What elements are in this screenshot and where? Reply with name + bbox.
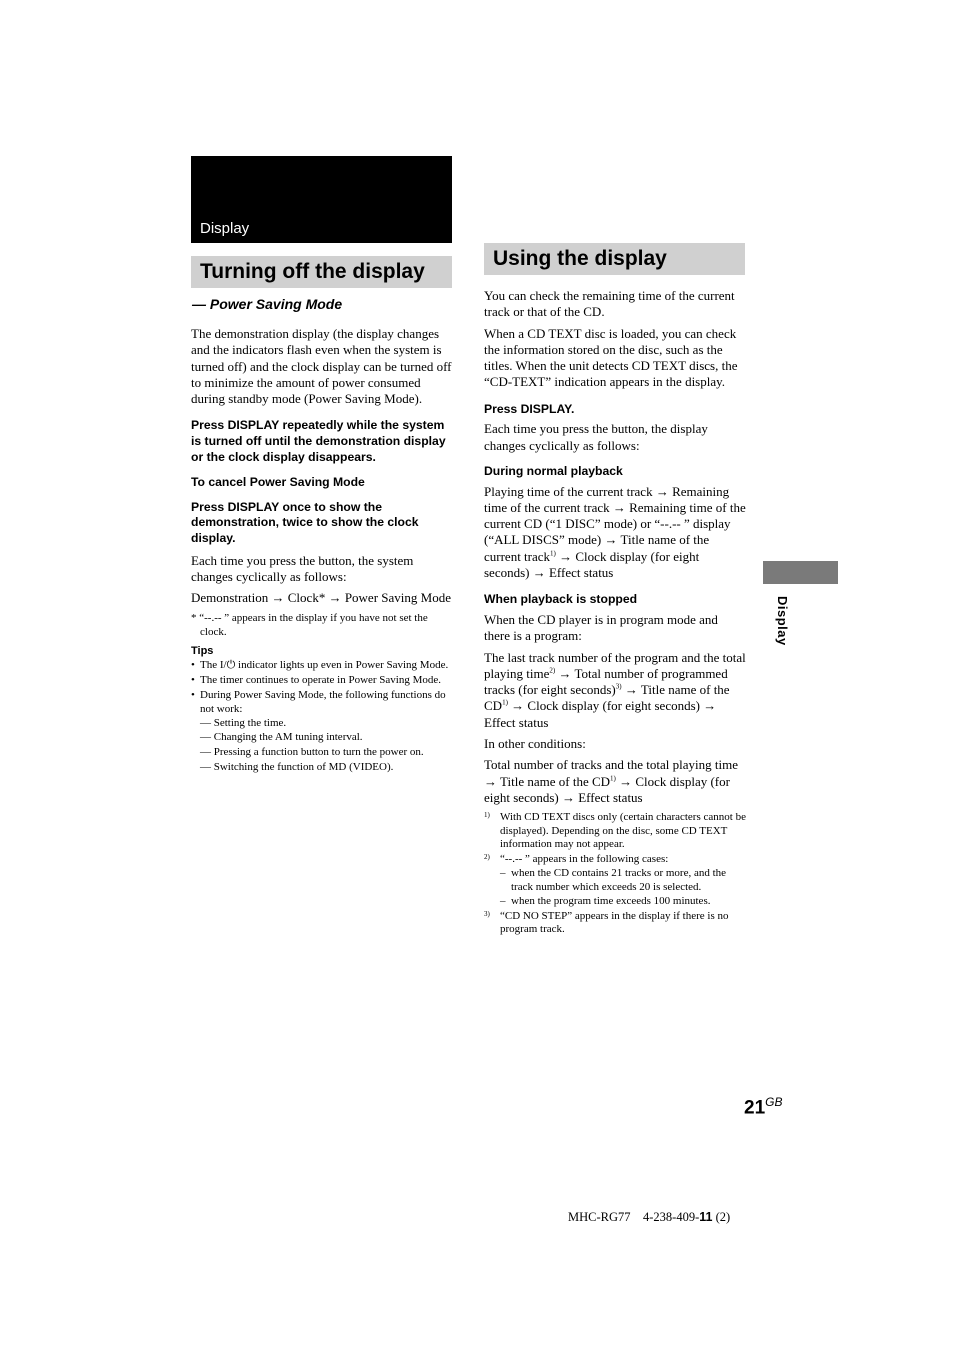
- tip-item: • The timer continues to operate in Power Saving Mode.: [191, 673, 453, 687]
- tip-subitem: — Pressing a function button to turn the power on.: [200, 746, 424, 759]
- normal-playback-sequence: Playing time of the current track → Remaining time of the current track → Remaining time of the current CD (“1 DISC” mode) or “--.-- ” display (“ALL DISCS” mode) → Title name of the current track$^{1)}$ → Clock display (for eight seconds) → Effect status: [484, 483, 746, 581]
- tip-item: • During Power Saving Mode, the following functions do not work:: [191, 688, 453, 716]
- tips-list: [191, 658, 453, 716]
- subtitle: — Power Saving Mode: [192, 296, 343, 312]
- right-column: [484, 288, 746, 937]
- footer-model-code: MHC-RG77 4-238-409-11 (2): [568, 1210, 731, 1224]
- footnote-2-case: – when the CD contains 21 tracks or more, and the track number which exceeds 20 is selected.: [500, 867, 727, 893]
- side-tab-marker: [763, 561, 838, 584]
- normal-playback-heading: During normal playback: [484, 463, 623, 478]
- tips-heading: Tips: [191, 644, 214, 657]
- cancel-instruction: Press DISPLAY once to show the demonstration, twice to show the clock display.: [191, 499, 419, 546]
- other-sequence: Total number of tracks and the total playing time → Title name of the $CD^{1)}$ → Clock display (for eight seconds) → Effect status: [484, 757, 738, 805]
- left-article-title: Turning off the display: [191, 256, 452, 288]
- side-tab-label: Display: [775, 596, 790, 646]
- tip-item: • The I/⏻ indicator lights up even in Power Saving Mode.: [191, 658, 453, 672]
- cycle-sequence: Demonstration → Clock* → Power Saving Mode: [191, 590, 451, 606]
- section-header-block: [191, 156, 452, 243]
- right-article-title: Using the display: [484, 243, 745, 275]
- instruction-text: Press DISPLAY repeatedly while the system is turned off until the demonstration display or the clock display disappears.: [191, 418, 446, 464]
- cycle-intro: Each time you press the button, the system changes cyclically as follows:: [191, 552, 414, 584]
- tip-subitem: — Setting the time.: [200, 716, 287, 729]
- cycle-intro: Each time you press the button, the display changes cyclically as follows:: [484, 421, 708, 453]
- stopped-intro: When the CD player is in program mode and there is a program:: [484, 611, 718, 644]
- footnote-3: 3) “CD NO STEP” appears in the display if there is no program track.: [484, 909, 729, 936]
- footnote-2-case: – when the program time exceeds 100 minutes.: [500, 895, 711, 908]
- clock-footnote: * “--.-- ” appears in the display if you have not set the clock.: [191, 611, 428, 638]
- instruction-text: Press DISPLAY.: [484, 401, 575, 416]
- tip-subitem: — Switching the function of MD (VIDEO).: [200, 760, 394, 773]
- tip-subitems: [191, 716, 453, 775]
- footnote-2: 2) “--.-- ” appears in the following cases:: [484, 852, 669, 865]
- stopped-sequence: The last track number of the program and the total playing time$^{2)}$ → Total number of programmed tracks (for eight seconds)$^{3)}$ → Title name of the $CD^{1)}$ → Clock display (for eight seconds) → Effect status: [484, 649, 746, 730]
- tip-subitem: — Changing the AM tuning interval.: [200, 731, 363, 744]
- intro-paragraph: You can check the remaining time of the current track or that of the CD.: [484, 288, 735, 320]
- cd-text-paragraph: When a CD TEXT disc is loaded, you can check the information stored on the disc, such as the titles. When the unit detects CD TEXT discs, the “CD-TEXT” indication appears in the display.: [484, 325, 738, 390]
- other-intro: In other conditions:: [484, 736, 586, 752]
- page-number: $21^{GB}$: [744, 1095, 783, 1119]
- left-column: [191, 295, 453, 775]
- footnote-1: 1) With CD TEXT discs only (certain characters cannot be displayed). Depending on the disc, some CD TEXT information may not appear.: [484, 811, 746, 851]
- cancel-heading: To cancel Power Saving Mode: [191, 475, 365, 490]
- section-label: Display: [200, 220, 250, 237]
- stopped-heading: When playback is stopped: [484, 592, 638, 607]
- intro-paragraph: The demonstration display (the display changes and the indicators flash even when the system is turned off) and the clock display can be turned off to minimize the amount of power consumed during standby mode (Power Saving Mode).: [191, 326, 452, 407]
